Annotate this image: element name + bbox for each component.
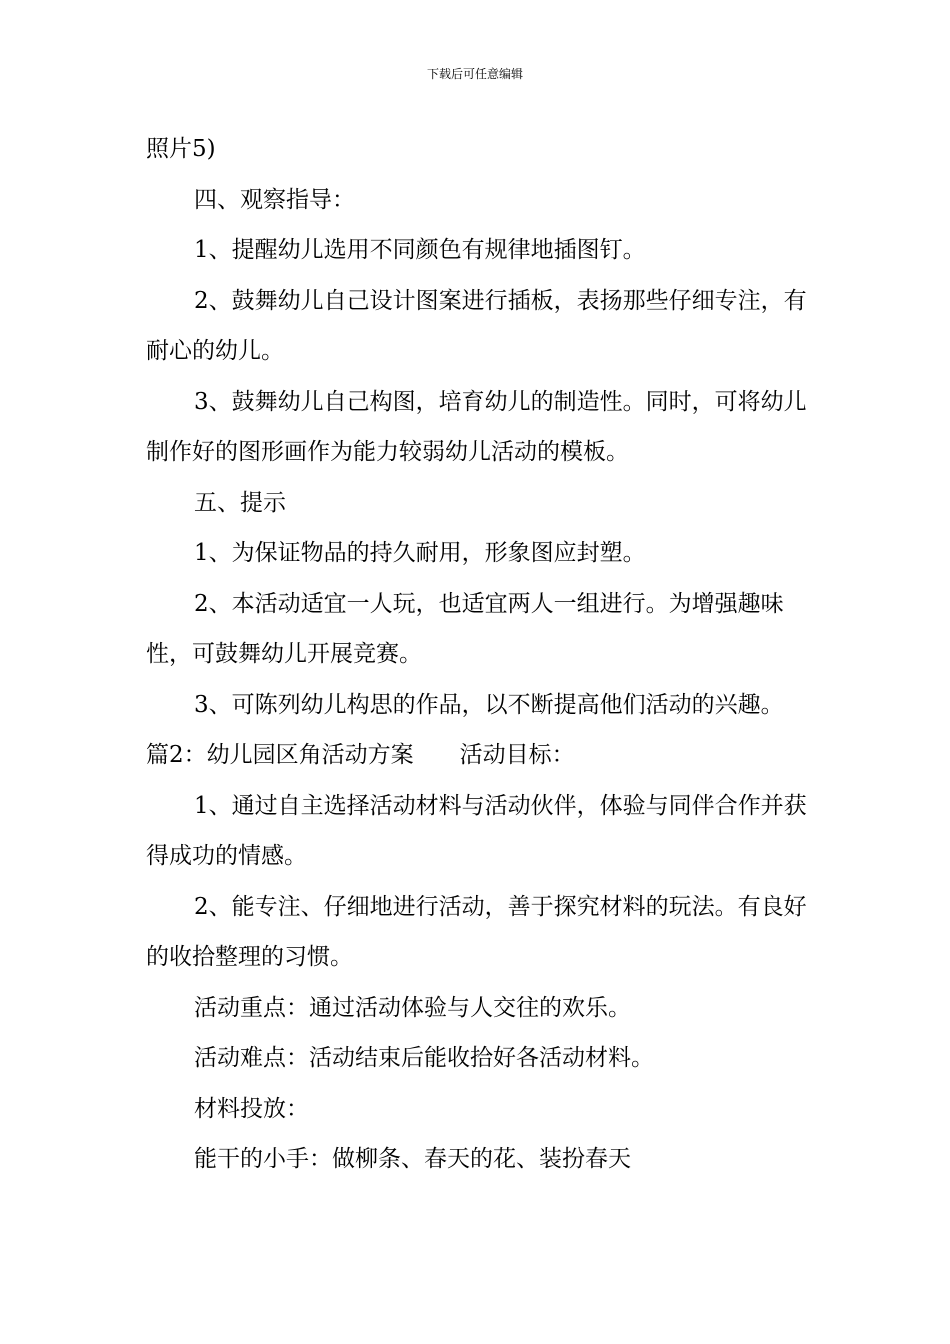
paragraph: 3、鼓舞幼儿自己构图，培育幼儿的制造性。同时，可将幼儿制作好的图形画作为能力较弱幼儿活动的模板。: [146, 388, 807, 465]
paragraph: 1、为保证物品的持久耐用，形象图应封塑。: [194, 540, 646, 566]
paragraph: 照片5): [146, 136, 216, 162]
paragraph: 3、可陈列幼儿构思的作品，以不断提高他们活动的兴趣。: [194, 691, 784, 718]
article-title: 篇2：幼儿园区角活动方案 活动目标：: [146, 742, 575, 768]
paragraph: 1、通过自主选择活动材料与活动伙伴，体验与同伴合作并获得成功的情感。: [146, 792, 807, 869]
section-heading: 四、观察指导：: [194, 186, 355, 213]
paragraph: 材料投放：: [194, 1095, 309, 1122]
paragraph: 2、本活动适宜一人玩，也适宜两人一组进行。为增强趣味性，可鼓舞幼儿开展竞赛。: [146, 590, 784, 667]
paragraph: 能干的小手：做柳条、春天的花、装扮春天: [194, 1146, 631, 1172]
page-header: 下载后可任意编辑: [426, 67, 523, 81]
paragraph: 2、能专注、仔细地进行活动，善于探究材料的玩法。有良好的收拾整理的习惯。: [146, 893, 807, 970]
paragraph: 2、鼓舞幼儿自己设计图案进行插板，表扬那些仔细专注，有耐心的幼儿。: [146, 287, 807, 364]
paragraph: 活动难点：活动结束后能收拾好各活动材料。: [194, 1045, 654, 1071]
paragraph: 1、提醒幼儿选用不同颜色有规律地插图钉。: [194, 237, 646, 263]
paragraph: 活动重点：通过活动体验与人交往的欢乐。: [194, 994, 631, 1021]
document-body: [146, 124, 808, 1185]
section-heading: 五、提示: [194, 489, 286, 516]
